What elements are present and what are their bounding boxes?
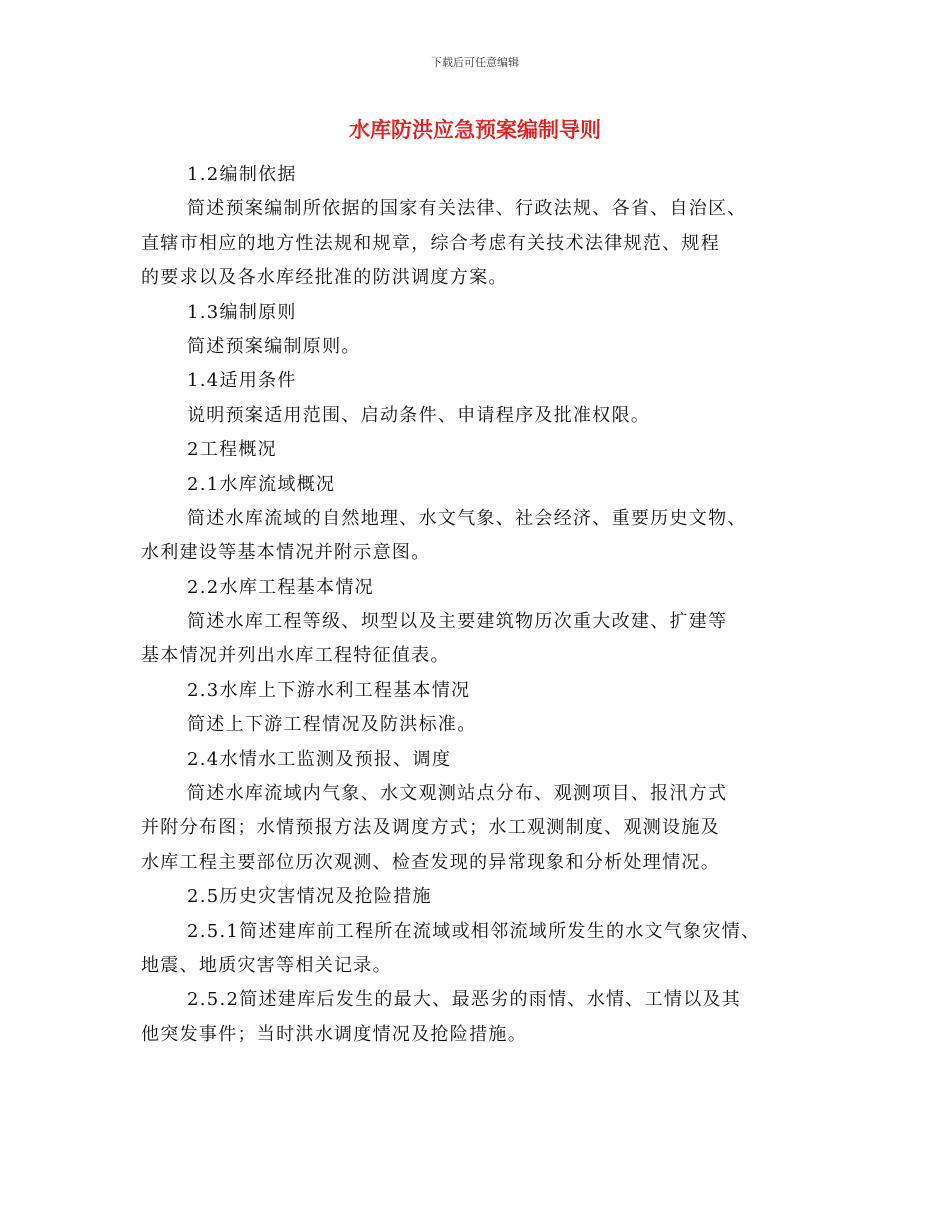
paragraph-line: 1.4适用条件 (187, 370, 297, 392)
paragraph-line: 水库工程主要部位历次观测、检查发现的异常现象和分析处理情况。 (141, 851, 720, 873)
paragraph-line: 他突发事件；当时洪水调度情况及抢险措施。 (141, 1023, 527, 1045)
paragraph-line: 的要求以及各水库经批准的防洪调度方案。 (141, 267, 508, 289)
paragraph-line: 简述水库流域内气象、水文观测站点分布、观测项目、报汛方式 (187, 783, 728, 805)
paragraph-line: 2.5.2简述建库后发生的最大、最恶劣的雨情、水情、工情以及其 (187, 989, 742, 1011)
paragraph-line: 1.2编制依据 (187, 164, 297, 185)
paragraph-line: 1.3编制原则 (187, 301, 297, 323)
paragraph-line: 2.1水库流域概况 (187, 473, 336, 495)
paragraph-line: 2.5历史灾害情况及抢险措施 (187, 886, 432, 908)
page-header-note: 下载后可任意编辑 (431, 56, 519, 69)
paragraph-line: 简述预案编制原则。 (187, 335, 361, 357)
paragraph-line: 2.5.1简述建库前工程所在流域或相邻流域所发生的水文气象灾情、 (187, 920, 761, 942)
paragraph-line: 简述上下游工程情况及防洪标准。 (187, 714, 477, 736)
paragraph-line: 简述水库流域的自然地理、水文气象、社会经济、重要历史文物、 (187, 507, 747, 529)
paragraph-line: 说明预案适用范围、启动条件、申请程序及批准权限。 (187, 404, 651, 426)
paragraph-line: 2.4水情水工监测及预报、调度 (187, 748, 452, 770)
paragraph-line: 水利建设等基本情况并附示意图。 (141, 542, 431, 564)
paragraph-line: 2.3水库上下游水利工程基本情况 (187, 679, 471, 701)
paragraph-line: 2工程概况 (187, 439, 277, 461)
paragraph-line: 2.2水库工程基本情况 (187, 576, 374, 598)
paragraph-line: 地震、地质灾害等相关记录。 (141, 954, 392, 976)
document-body (141, 158, 841, 1052)
paragraph-line: 基本情况并列出水库工程特征值表。 (141, 645, 450, 667)
paragraph-line: 简述预案编制所依据的国家有关法律、行政法规、各省、自治区、 (187, 198, 747, 220)
document-title: 水库防洪应急预案编制导则 (349, 118, 601, 142)
paragraph-line: 直辖市相应的地方性法规和规章，综合考虑有关技术法律规范、规程 (141, 232, 720, 254)
paragraph-line: 并附分布图；水情预报方法及调度方式；水工观测制度、观测设施及 (141, 817, 720, 839)
paragraph-line: 简述水库工程等级、坝型以及主要建筑物历次重大改建、扩建等 (187, 611, 728, 633)
